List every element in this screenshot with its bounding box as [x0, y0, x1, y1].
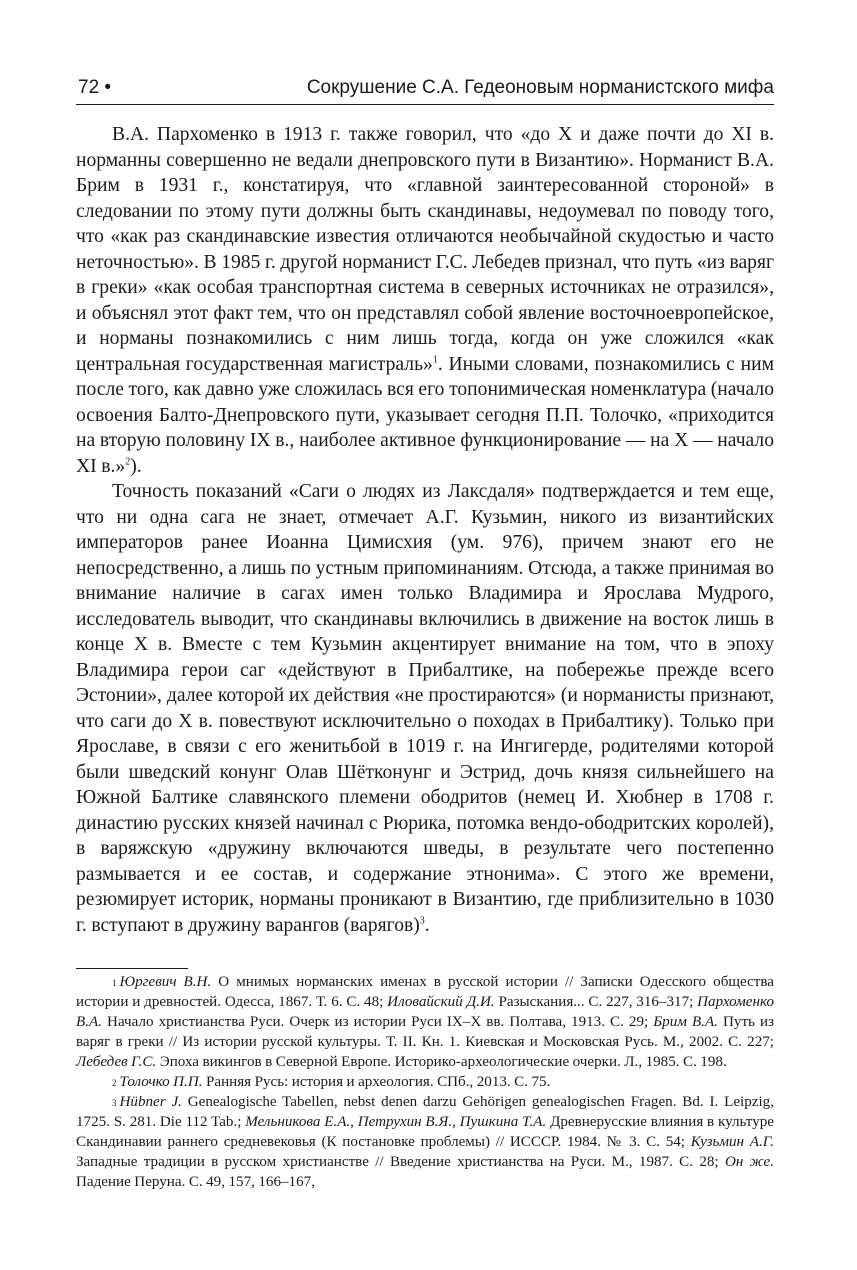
paragraph-text: Точность показаний «Саги о людях из Лаксдаля» подтверждается и тем еще, что ни одна сага не знает, отмечает А.Г. Кузьмин, никого из византийских императоров ранее Иоанна Цимисхия (ум. 976), причем знают его не непосредственно, а лишь по устным припоминаниям. Отсюда, а также принимая во внимание наличие в сагах имен только Владимира и Ярослава Мудрого, исследователь выводит, что скандинавы включились в движение на восток лишь в конце X в. Вместе с тем Кузьмин акцентирует внимание на том, что в эпоху Владимира герои саг «действуют в Прибалтике, на побережье прежде всего Эстонии», далее которой их действия «не простираются» (и норманисты признают, что саги до X в. повествуют исключительно о походах в Прибалтику). Только при Ярославе, в связи с его женитьбой в 1019 г. на Ингигерде, родителями которой были шведский конунг Олав Шётконунг и Эстрид, дочь князя сильнейшего на Южной Балтике славянского племени ободритов (немец И. Хюбнер в 1708 г. династию русских князей начинал с Рюрика, потомка вендо-ободритских королей), в варяжскую «дружину включаются шведы, в результате чего постепенно размывается и ее состав, и содержание этнонима». С этого же времени, резюмирует историк, норманы проникают в Византию, где приблизительно в 1030 г. вступают в дружину варангов (варягов) [76, 481, 774, 936]
footnote-text: Genealogische Tabellen, nebst denen darzu Gehörigen genealogischen Fragen. Bd. I. Leipzig, 1725. S. 281. Die 112 Tab.; [76, 1094, 774, 1130]
page-number [78, 74, 111, 102]
footnote-divider [76, 968, 188, 969]
main-text [76, 122, 774, 938]
paragraph-1 [76, 122, 774, 479]
footnote-text: Путь из варяг в греки // Из истории русской культуры. Т. II. Кн. 1. Киевская и Московская Русь. М., 2002. С. 227; [76, 1014, 775, 1050]
author-name: Пархоменко В.А. [76, 994, 774, 1030]
author-name: Hübner J. [119, 1094, 182, 1110]
footnote-text: Западные традиции в русском христианстве // Введение христианства на Руси. М., 1987. С. 28; [76, 1154, 725, 1170]
footnote-mark: 2 [112, 1078, 117, 1088]
footnote-text: Падение Перуна. С. 49, 157, 166–167, [76, 1174, 315, 1190]
footnote-text: Ранняя Русь: история и археология. СПб., 2013. С. 75. [202, 1074, 551, 1090]
author-name: Юргевич В.Н. [119, 974, 212, 990]
footnote-1 [76, 972, 774, 1072]
author-name: Брим В.А. [653, 1014, 718, 1030]
paragraph-2 [76, 479, 774, 938]
footnote-text: Древнерусские влияния в культуре Скандинавии раннего средневековья (К постановке проблемы) // ИСССР. 1984. № 3. С. 54; [76, 1114, 774, 1150]
footnote-3 [76, 1092, 774, 1192]
author-name: Кузьмин А.Г. [690, 1134, 775, 1150]
author-name: Лебедев Г.С. [76, 1054, 157, 1070]
footnote-text: Начало христианства Руси. Очерк из истории Руси IX–X вв. Полтава, 1913. С. 29; [102, 1014, 654, 1030]
footnote-ref-3[interactable]: 3 [419, 914, 425, 926]
author-name: Он же. [724, 1154, 774, 1170]
footnote-mark: 1 [112, 978, 117, 988]
footnote-ref-1[interactable]: 1 [432, 353, 438, 365]
footnote-ref-2[interactable]: 2 [125, 455, 131, 467]
footnote-2 [76, 1072, 774, 1092]
author-name: Мельникова Е.А., Петрухин В.Я., Пушкина Т.А. [245, 1114, 547, 1130]
footnotes [76, 972, 774, 1192]
author-name: Иловайский Д.И. [387, 994, 495, 1010]
footnote-text: Разыскания... С. 227, 316–317; [494, 994, 698, 1010]
page-number-value: 72 [78, 77, 100, 98]
running-title: Сокрушение С.А. Гедеоновым норманистского мифа [306, 77, 774, 98]
footnote-text: Эпоха викингов в Северной Европе. Историко-археологические очерки. Л., 1985. С. 198. [156, 1054, 727, 1070]
bullet: • [104, 77, 112, 98]
running-head [76, 74, 774, 105]
paragraph-text: . [424, 914, 430, 936]
paragraph-text: В.А. Пархоменко в 1913 г. также говорил, что «до X и даже почти до XI в. норманны совершенно не ведали днепровского пути в Византию». Норманист В.А. Брим в 1931 г., констатируя, что «главной заинтересованной стороной» в следовании по этому пути должны быть скандинавы, недоумевал по поводу того, что «как раз скандинавские известия отличаются необычайной скудостью и часто неточностью». В 1985 г. другой норманист Г.С. Лебедев признал, что путь «из варяг в греки» «как особая транспортная система в северных источниках не отразился», и объяснял этот факт тем, что он представлял собой явление восточноевропейское, и норманы познакомились с ним лишь тогда, когда он уже сложился «как центральная государственная магистраль» [76, 124, 774, 375]
paragraph-text: ). [130, 455, 142, 477]
footnote-text: О мнимых норманских именах в русской истории // Записки Одесского общества истории и древностей. Одесса, 1867. Т. 6. С. 48; [76, 974, 774, 1010]
author-name: Толочко П.П. [119, 1074, 203, 1090]
paragraph-text: . Иными словами, познакомились с ним после того, как давно уже сложилась вся его топонимическая номенклатура (начало освоения Балто-Днепровского пути, указывает сегодня П.П. Толочко, «приходится на вторую половину IX в., наиболее активное функционирование — на X — начало XI в.» [76, 353, 774, 477]
footnote-mark: 3 [112, 1098, 117, 1108]
